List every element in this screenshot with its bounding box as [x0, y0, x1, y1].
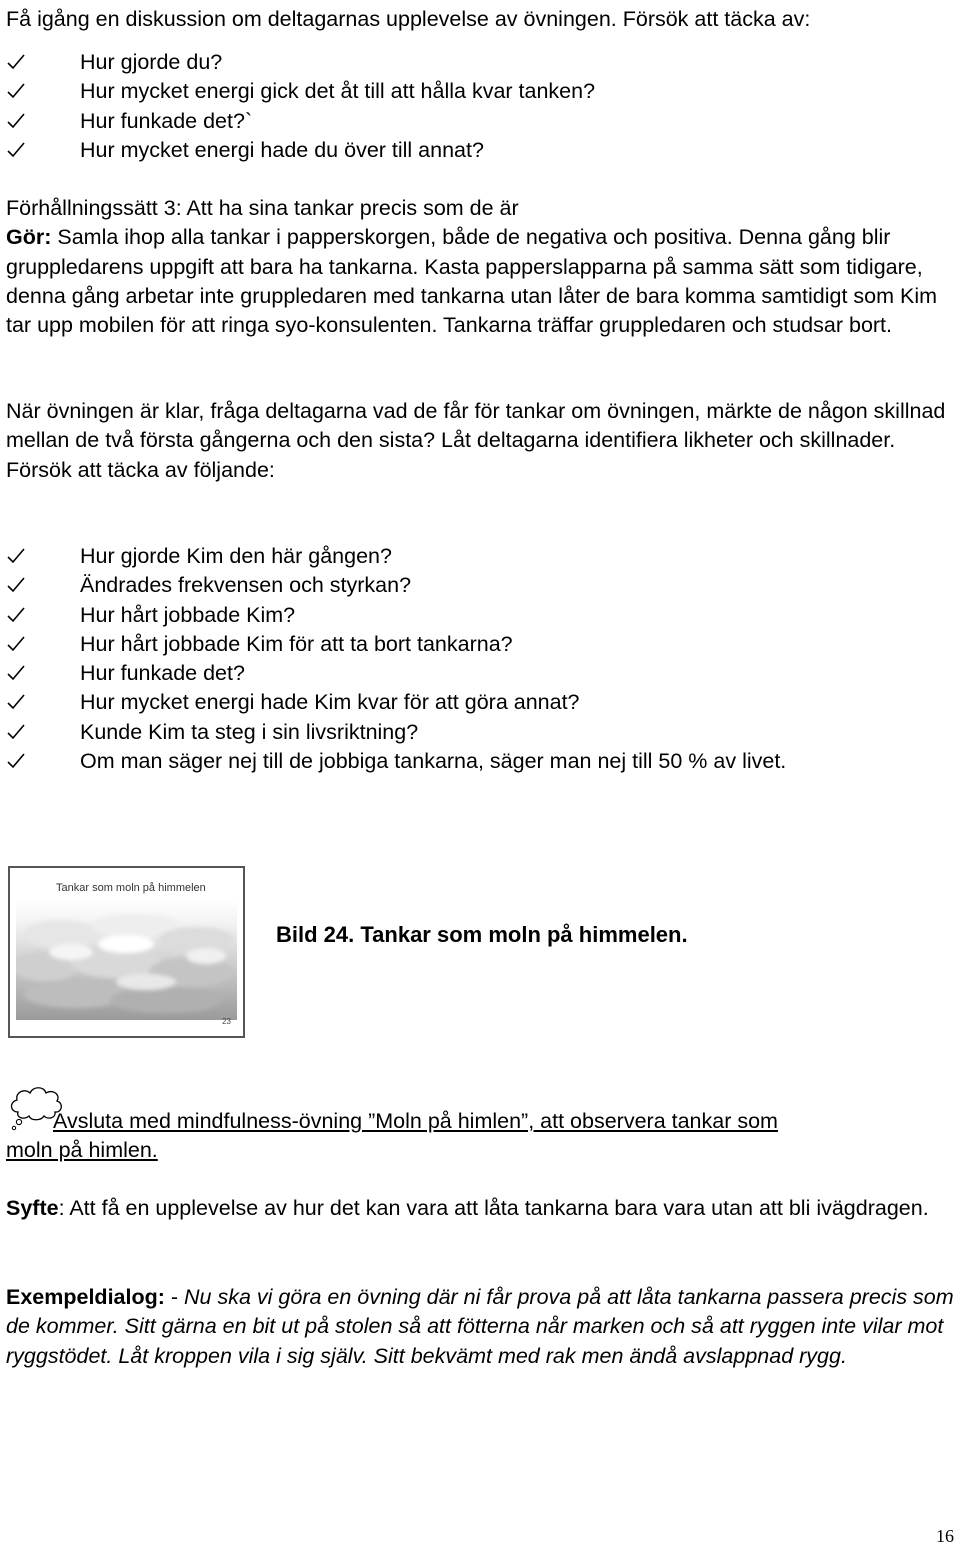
checklist-item-text: Hur mycket energi hade Kim kvar för att göra annat? — [80, 690, 580, 715]
checkmark-icon — [6, 547, 26, 565]
purpose-paragraph — [6, 1194, 929, 1223]
slide-number: 23 — [222, 1017, 231, 1026]
checklist-item-text: Om man säger nej till de jobbiga tankarna, säger man nej till 50 % av livet. — [80, 749, 787, 774]
dialog-label: Exempeldialog: — [6, 1285, 165, 1309]
syfte-label: Syfte — [6, 1196, 59, 1220]
slide-title: Tankar som moln på himmelen — [56, 882, 206, 894]
checklist-item — [6, 659, 786, 688]
checklist-item-text: Hur gjorde du? — [80, 50, 223, 74]
checklist-item — [6, 107, 595, 136]
checklist-item — [6, 542, 786, 571]
page-number: 16 — [936, 1526, 954, 1546]
intro-text: Få igång en diskussion om deltagarnas upplevelse av övningen. Försök att täcka av: — [6, 7, 811, 31]
instruction-paragraph — [6, 223, 956, 340]
checklist-2 — [6, 542, 786, 776]
clouds-illustration — [16, 874, 237, 1030]
checklist-item-text: Hur funkade det? — [80, 661, 245, 686]
checklist-item-text: Hur hårt jobbade Kim? — [80, 602, 296, 627]
checklist-item — [6, 747, 786, 776]
checklist-1 — [6, 48, 595, 165]
checkmark-icon — [6, 693, 26, 711]
dialog-text: Nu ska vi göra en övning där ni får prova på att låta tankarna passera precis som de kommer. Sitt gärna en bit ut på stolen så att fötterna når marken och så att ryggen inte vilar mot ryggstödet. Låt kroppen vila i sig själv. Sitt bekvämt med rak men ändå avslappnad rygg. — [6, 1285, 954, 1368]
checklist-item-text: Kunde Kim ta steg i sin livsriktning? — [80, 719, 419, 744]
reflection-lead: Försök att täcka av följande: — [6, 457, 275, 482]
closing-line-2: moln på himlen. — [6, 1138, 158, 1163]
checkmark-icon — [6, 53, 26, 71]
checkmark-icon — [6, 576, 26, 594]
example-dialog — [6, 1283, 956, 1371]
checkmark-icon — [6, 141, 26, 159]
checklist-item-text: Ändrades frekvensen och styrkan? — [80, 573, 412, 598]
checkmark-icon — [6, 606, 26, 624]
figure-caption: Bild 24. Tankar som moln på himmelen. — [276, 922, 688, 947]
checklist-item — [6, 601, 786, 630]
checkmark-icon — [6, 82, 26, 100]
checklist-item — [6, 718, 786, 747]
section-reflection — [6, 397, 956, 485]
reflection-paragraph: När övningen är klar, fråga deltagarna vad de får för tankar om övningen, märkte de någon skillnad mellan de två första gångerna och den sista? Låt deltagarna identifiera likheter och skillnader. — [6, 399, 946, 453]
checklist-item-text: Hur gjorde Kim den här gången? — [80, 544, 392, 568]
checklist-item-text: Hur mycket energi hade du över till annat? — [80, 137, 484, 162]
checklist-item-text: Hur mycket energi gick det åt till att hålla kvar tanken? — [80, 79, 596, 104]
checkmark-icon — [6, 635, 26, 653]
checkmark-icon — [6, 112, 26, 130]
closing-instruction — [6, 1107, 778, 1166]
checklist-item — [6, 688, 786, 717]
checklist-item — [6, 77, 595, 106]
gor-text: Samla ihop alla tankar i papperskorgen, både de negativa och positiva. Denna gång blir gruppledarens uppgift att bara ha tankarna. Kasta papperslapparna på samma sätt som tidigare, denna gång arbetar inte gruppledaren med tankarna utan låter de bara komma samtidigt som Kim tar upp mobilen för att ringa syo-konsulenten. Tankarna träffar gruppledaren och studsar bort. — [6, 225, 938, 338]
checkmark-icon — [6, 752, 26, 770]
closing-line-1: Avsluta med mindfulness-övning ”Moln på himlen”, att observera tankar som — [53, 1109, 778, 1133]
gor-label: Gör: — [6, 225, 52, 250]
checklist-item — [6, 48, 595, 77]
checklist-item-text: Hur hårt jobbade Kim för att ta bort tankarna? — [80, 631, 513, 656]
checkmark-icon — [6, 664, 26, 682]
cloud-sky-image — [16, 874, 237, 1030]
section-approach-3 — [6, 194, 956, 340]
section-heading: Förhållningssätt 3: Att ha sina tankar precis som de är — [6, 196, 519, 220]
dialog-dash: - — [164, 1285, 179, 1309]
checkmark-icon — [6, 723, 26, 741]
syfte-text: : Att få en upplevelse av hur det kan vara att låta tankarna bara vara utan att bli ivägdragen. — [58, 1196, 929, 1220]
checklist-item-text: Hur funkade det?` — [80, 108, 253, 133]
checklist-item — [6, 571, 786, 600]
slide-thumbnail — [8, 866, 245, 1038]
checklist-item — [6, 136, 595, 165]
checklist-item — [6, 630, 786, 659]
